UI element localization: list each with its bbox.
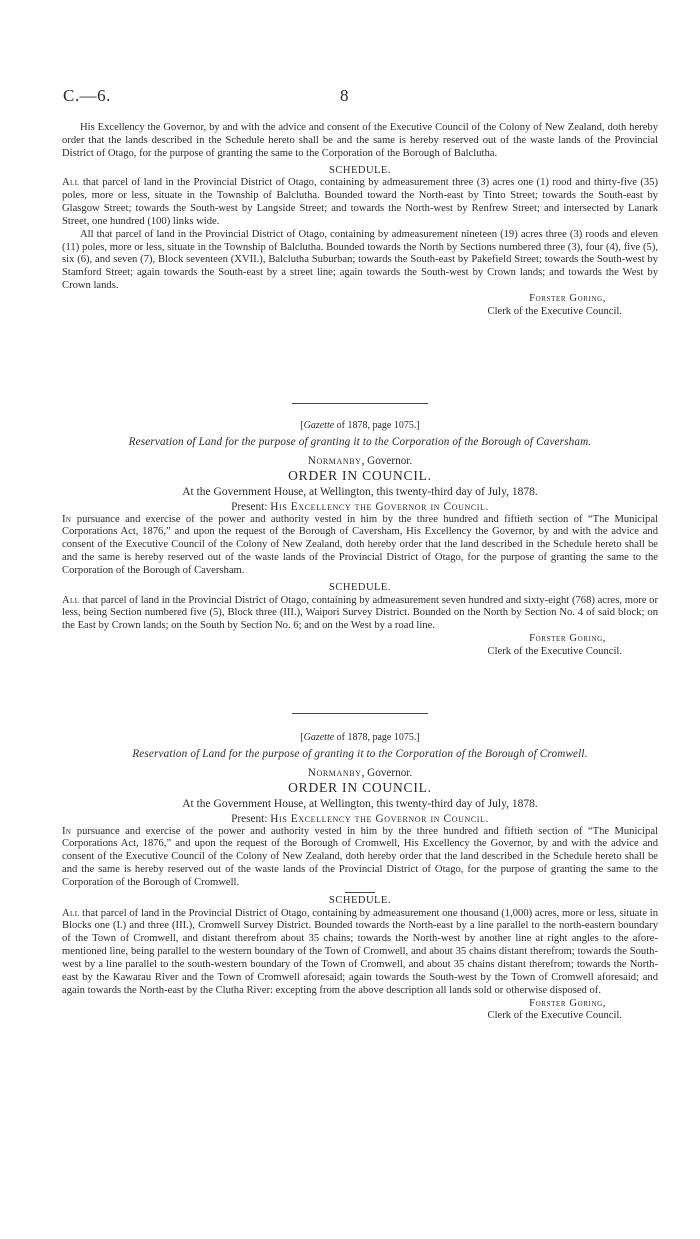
governor-name: Normanby bbox=[307, 766, 362, 779]
balclutha-section bbox=[62, 122, 658, 319]
governor-line bbox=[62, 455, 658, 468]
order-paragraph: His Excellency the Governor, by and with the advice and consent of the Executive Council of the Colony of New Zealand, doth hereby order that the lands described in the Schedule hereto shall be and the same is hereby reserved out of the waste lands of the Provincial District of Otago, for the purpose of granting the same to the Corporation of the Borough of Balclutha. bbox=[62, 122, 658, 159]
caversham-section bbox=[62, 420, 658, 659]
gazette-rest: of 1878, page 1075. bbox=[334, 732, 417, 743]
parcel-paragraph bbox=[62, 908, 658, 998]
parcel-lead-word: All bbox=[62, 907, 80, 919]
schedule-heading: SCHEDULE. bbox=[329, 164, 391, 176]
schedule-heading: SCHEDULE. bbox=[329, 581, 391, 593]
body-lead-word: In bbox=[62, 513, 72, 525]
section-divider bbox=[62, 713, 658, 714]
signatory-name: Forster Goring, bbox=[529, 997, 606, 1009]
parcel-lead-word: All bbox=[62, 177, 80, 189]
governor-line bbox=[62, 767, 658, 780]
reservation-heading: Reservation of Land for the purpose of granting it to the Corporation of the Borough of Caversham. bbox=[128, 435, 592, 448]
reservation-heading: Reservation of Land for the purpose of granting it to the Corporation of the Borough of Cromwell. bbox=[132, 747, 588, 760]
present-body: His Excellency the Governor in Council. bbox=[270, 812, 489, 825]
parcel-paragraph bbox=[62, 177, 658, 228]
parcel-lead-word: All bbox=[62, 594, 80, 606]
signatory-name: Forster Goring, bbox=[529, 633, 606, 645]
body-paragraph bbox=[62, 514, 658, 578]
signatory-title: Clerk of the Executive Council. bbox=[487, 645, 622, 657]
parcel-paragraph-2: All that parcel of land in the Provincial District of Otago, containing by admeasurement nineteen (19) acres three (3) roods and eleven (11) poles, more or less, situate in the Township of Balclutha. Bounded towards the North by Sections numbered three (3), four (4), five (5), six (6), and seven (7), Block seventeen (XVII.), Balclutha Suburban; towards the South-east by Pakefield Street; towards the South-west by Stamford Street; again towards the South-east by a street line; again towards the South-west by Crown lands; and towards the West by Crown lands. bbox=[62, 228, 658, 292]
page-header bbox=[62, 86, 658, 110]
parcel-text: that parcel of land in the Provincial District of Otago, containing by admeasurement seven hundred and sixty-eight (768) acres, more or less, being Section numbered five (5), Block three (III.), Waipori Survey District. Bounded on the North by Section No. 4 of said block; on the East by Crown lands; on the South by Section No. 6; and on the West by a road line. bbox=[62, 594, 658, 632]
parcel-paragraph bbox=[62, 595, 658, 634]
governor-name: Normanby bbox=[307, 454, 362, 467]
present-line bbox=[62, 500, 658, 514]
order-heading: ORDER IN COUNCIL. bbox=[288, 779, 432, 795]
signatory-title: Clerk of the Executive Council. bbox=[487, 1010, 622, 1022]
signatory-title: Clerk of the Executive Council. bbox=[487, 305, 622, 317]
page-number: 8 bbox=[340, 86, 349, 105]
body-paragraph bbox=[62, 826, 658, 890]
governor-title: , Governor. bbox=[361, 766, 413, 779]
signatory-name: Forster Goring, bbox=[529, 292, 606, 304]
section-divider bbox=[62, 403, 658, 404]
gazette-rest: of 1878, page 1075. bbox=[334, 420, 417, 431]
present-label: Present: bbox=[231, 500, 271, 513]
present-body: His Excellency the Governor in Council. bbox=[270, 500, 489, 513]
body-text: pursuance and exercise of the power and authority vested in him by the three hundred and fiftieth section of “The Municipal Corporations Act, 1876,” and upon the request of the Borough of Cromwell, His Excellency the Governor, by and with the advice and consent of the Executive Council of the Colony of New Zealand, doth hereby order that the land described in the Schedule hereto shall be and the same is hereby reserved out of the waste lands of the Provincial District of Otago, for the purpose of granting the same to the Corporation of the Borough of Cromwell. bbox=[62, 825, 658, 888]
gazette-citation: [Gazette of 1878, page 1075.] bbox=[300, 420, 420, 431]
present-line bbox=[62, 812, 658, 826]
place-line: At the Government House, at Wellington, this twenty-third day of July, 1878. bbox=[182, 797, 538, 810]
cromwell-section bbox=[62, 732, 658, 1023]
short-divider bbox=[345, 892, 375, 893]
body-lead-word: In bbox=[62, 825, 72, 837]
schedule-heading: SCHEDULE. bbox=[329, 894, 391, 906]
gazette-italic: Gazette bbox=[303, 420, 335, 431]
parcel-text: that parcel of land in the Provincial District of Otago, containing by admeasurement one thousand (1,000) acres, more or less, situate in Blocks one (I.) and three (III.), Cromwell Survey District. Bounded towards the North-east by a line parallel to the north-eastern boundary of the Town of Cromwell, and distant therefrom about 35 chains; towards the North-west by another line at right angles to the afore-mentioned line, being parallel to the western boundary of the Town of Cromwell, and about 35 chains distant therefrom; towards the South-west by a line parallel to the south-western boundary of the Town of Cromwell, and about 35 chains distant therefrom; towards the North-east by the Kawarau River and the Town of Cromwell aforesaid; again towards the South-west by the Town of Cromwell aforesaid; and again towards the North-east by the Clutha River: excepting from the above description all lands sold or otherwise disposed of. bbox=[62, 907, 658, 996]
gazette-citation: [Gazette of 1878, page 1075.] bbox=[300, 732, 420, 743]
present-label: Present: bbox=[231, 812, 271, 825]
gazette-italic: Gazette bbox=[303, 732, 335, 743]
paper-reference: C.—6. bbox=[63, 86, 111, 105]
place-line: At the Government House, at Wellington, this twenty-third day of July, 1878. bbox=[182, 485, 538, 498]
body-text: pursuance and exercise of the power and authority vested in him by the three hundred and fiftieth section of “The Municipal Corporations Act, 1876,” and upon the request of the Borough of Caversham, His Excellency the Governor, by and with the advice and consent of the Executive Council of the Colony of New Zealand, doth hereby order that the land described in the Schedule hereto shall be and the same is hereby reserved out of the waste lands of the Provincial District of Otago, for the purpose of granting the same to the Corporation of the Borough of Caversham. bbox=[62, 513, 658, 576]
governor-title: , Governor. bbox=[361, 454, 413, 467]
order-heading: ORDER IN COUNCIL. bbox=[288, 467, 432, 483]
parcel-text: that parcel of land in the Provincial District of Otago, containing by admeasurement three (3) acres one (1) rood and thirty-five (35) poles, more or less, situate in the Township of Balclutha. Bounded toward the North-east by Tinto Street; towards the South-east by Glasgow Street; towards the South-west by Langside Street; and towards the North-west by Renfrew Street; and intersected by Lanark Street, one hundred (100) links wide. bbox=[62, 177, 658, 227]
